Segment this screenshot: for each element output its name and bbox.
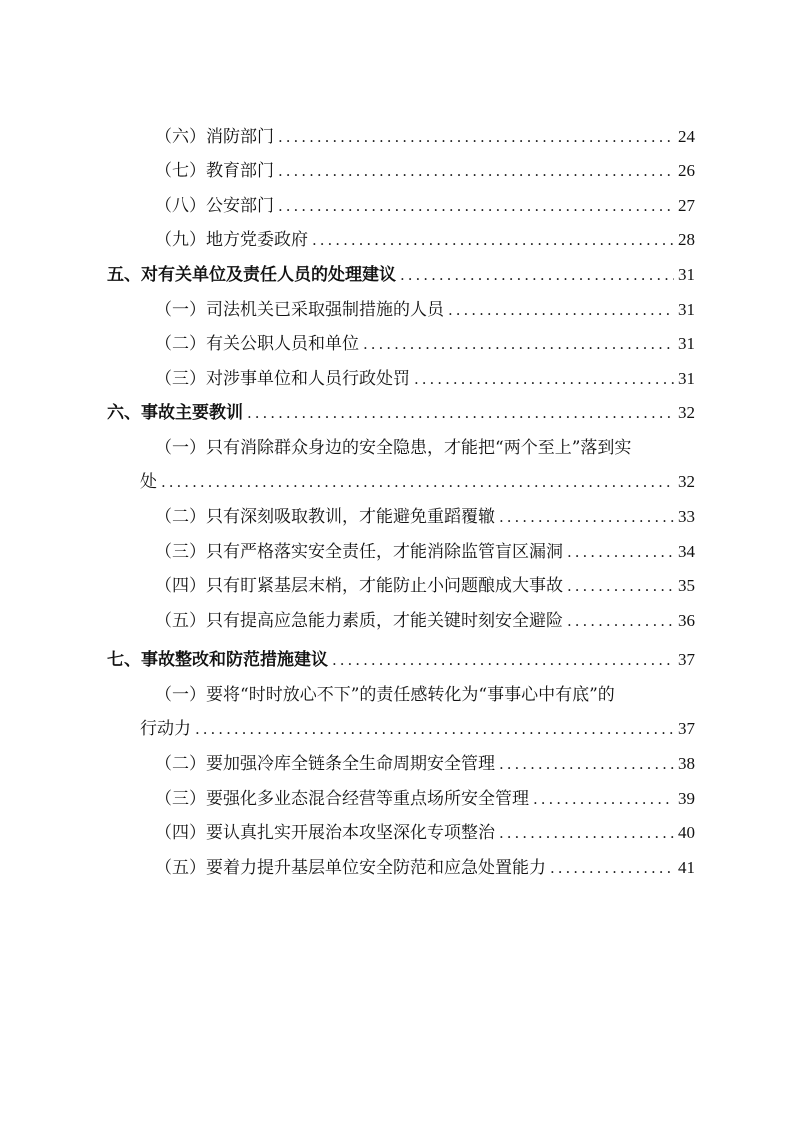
- toc-entry[interactable]: [155, 533, 695, 563]
- toc-entry-title: （一）只有消除群众身边的安全隐患，才能把“两个至上”落到实: [155, 438, 632, 458]
- toc-entry-page: 41: [678, 858, 695, 877]
- toc-entry-page: 40: [678, 823, 695, 842]
- toc-leader-dots: [499, 506, 674, 528]
- toc-entry-page: 31: [678, 334, 695, 353]
- toc-entry-wrapped-first-line[interactable]: [155, 676, 695, 706]
- toc-entry-title: （一）要将“时时放心不下”的责任感转化为“事事心中有底”的: [155, 685, 615, 705]
- toc-leader-dots: [499, 753, 674, 775]
- toc-entry-title: （五）只有提高应急能力素质，才能关键时刻安全避险: [155, 611, 563, 631]
- toc-entry-title: （八）公安部门: [155, 196, 274, 216]
- toc-leader-dots: [499, 822, 674, 844]
- toc-entry-title: （二）有关公职人员和单位: [155, 334, 359, 354]
- toc-leader-dots: [312, 229, 674, 251]
- toc-leader-dots: [278, 126, 674, 148]
- toc-entry-title: （六）消防部门: [155, 127, 274, 147]
- toc-entry-title: （七）教育部门: [155, 161, 274, 181]
- toc-entry-title: （二）只有深刻吸取教训，才能避免重蹈覆辙: [155, 507, 495, 527]
- toc-entry-page: 35: [678, 576, 695, 595]
- toc-entry[interactable]: [155, 152, 695, 182]
- toc-entry-page: 38: [678, 754, 695, 773]
- toc-leader-dots: [278, 195, 674, 217]
- toc-entry[interactable]: [155, 221, 695, 251]
- toc-leader-dots: [195, 718, 674, 740]
- toc-leader-dots: [332, 649, 674, 671]
- toc-entry-title: （九）地方党委政府: [155, 230, 308, 250]
- toc-entry-title: （三）要强化多业态混合经营等重点场所安全管理: [155, 789, 529, 809]
- toc-leader-dots: [161, 471, 674, 493]
- toc-entry-page: 33: [678, 507, 695, 526]
- toc-leader-dots: [247, 402, 674, 424]
- toc-entry[interactable]: [155, 814, 695, 844]
- toc-leader-dots: [567, 575, 674, 597]
- toc-entry-title: 五、对有关单位及责任人员的处理建议: [107, 265, 396, 285]
- toc-entry[interactable]: [155, 291, 695, 321]
- toc-entry-title: （一）司法机关已采取强制措施的人员: [155, 300, 444, 320]
- toc-section-entry[interactable]: [107, 256, 695, 286]
- toc-entry-page: 31: [678, 265, 695, 284]
- toc-section-entry[interactable]: [107, 641, 695, 671]
- toc-entry-page: 24: [678, 127, 695, 146]
- toc-leader-dots: [567, 610, 674, 632]
- toc-entry-title-continuation: 处: [140, 472, 157, 492]
- toc-entry-title: （三）只有严格落实安全责任，才能消除监管盲区漏洞: [155, 542, 563, 562]
- toc-entry-page: 27: [678, 196, 695, 215]
- toc-leader-dots: [448, 299, 674, 321]
- toc-entry[interactable]: [155, 567, 695, 597]
- toc-leader-dots: [363, 333, 674, 355]
- toc-leader-dots: [400, 264, 674, 286]
- toc-entry[interactable]: [155, 498, 695, 528]
- toc-entry-title: 六、事故主要教训: [107, 403, 243, 423]
- toc-leader-dots: [550, 857, 674, 879]
- toc-entry-title: 七、事故整改和防范措施建议: [107, 650, 328, 670]
- toc-entry[interactable]: [155, 360, 695, 390]
- toc-entry-title: （三）对涉事单位和人员行政处罚: [155, 369, 410, 389]
- toc-entry[interactable]: [155, 849, 695, 879]
- toc-leader-dots: [533, 788, 674, 810]
- toc-entry-wrapped-first-line[interactable]: [155, 429, 695, 459]
- toc-entry-title: （五）要着力提升基层单位安全防范和应急处置能力: [155, 858, 546, 878]
- toc-entry[interactable]: [155, 118, 695, 148]
- toc-entry[interactable]: [140, 463, 695, 493]
- toc-section-entry[interactable]: [107, 394, 695, 424]
- toc-entry[interactable]: [140, 710, 695, 740]
- toc-leader-dots: [278, 160, 674, 182]
- toc-entry-page: 39: [678, 789, 695, 808]
- toc-entry[interactable]: [155, 187, 695, 217]
- toc-entry-page: 34: [678, 542, 695, 561]
- toc-leader-dots: [414, 368, 674, 390]
- toc-entry-page: 28: [678, 230, 695, 249]
- toc-entry-page: 36: [678, 611, 695, 630]
- toc-entry-page: 32: [678, 403, 695, 422]
- toc-entry-title: （二）要加强冷库全链条全生命周期安全管理: [155, 754, 495, 774]
- toc-leader-dots: [567, 541, 674, 563]
- toc-entry-page: 37: [678, 650, 695, 669]
- toc-entry-page: 26: [678, 161, 695, 180]
- toc-entry-title-continuation: 行动力: [140, 719, 191, 739]
- toc-entry[interactable]: [155, 325, 695, 355]
- toc-entry[interactable]: [155, 745, 695, 775]
- toc-entry-page: 31: [678, 300, 695, 319]
- toc-entry[interactable]: [155, 780, 695, 810]
- toc-entry-page: 32: [678, 472, 695, 491]
- toc-entry-page: 37: [678, 719, 695, 738]
- toc-entry-title: （四）只有盯紧基层末梢，才能防止小问题酿成大事故: [155, 576, 563, 596]
- toc-entry-title: （四）要认真扎实开展治本攻坚深化专项整治: [155, 823, 495, 843]
- toc-entry-page: 31: [678, 369, 695, 388]
- toc-entry[interactable]: [155, 602, 695, 632]
